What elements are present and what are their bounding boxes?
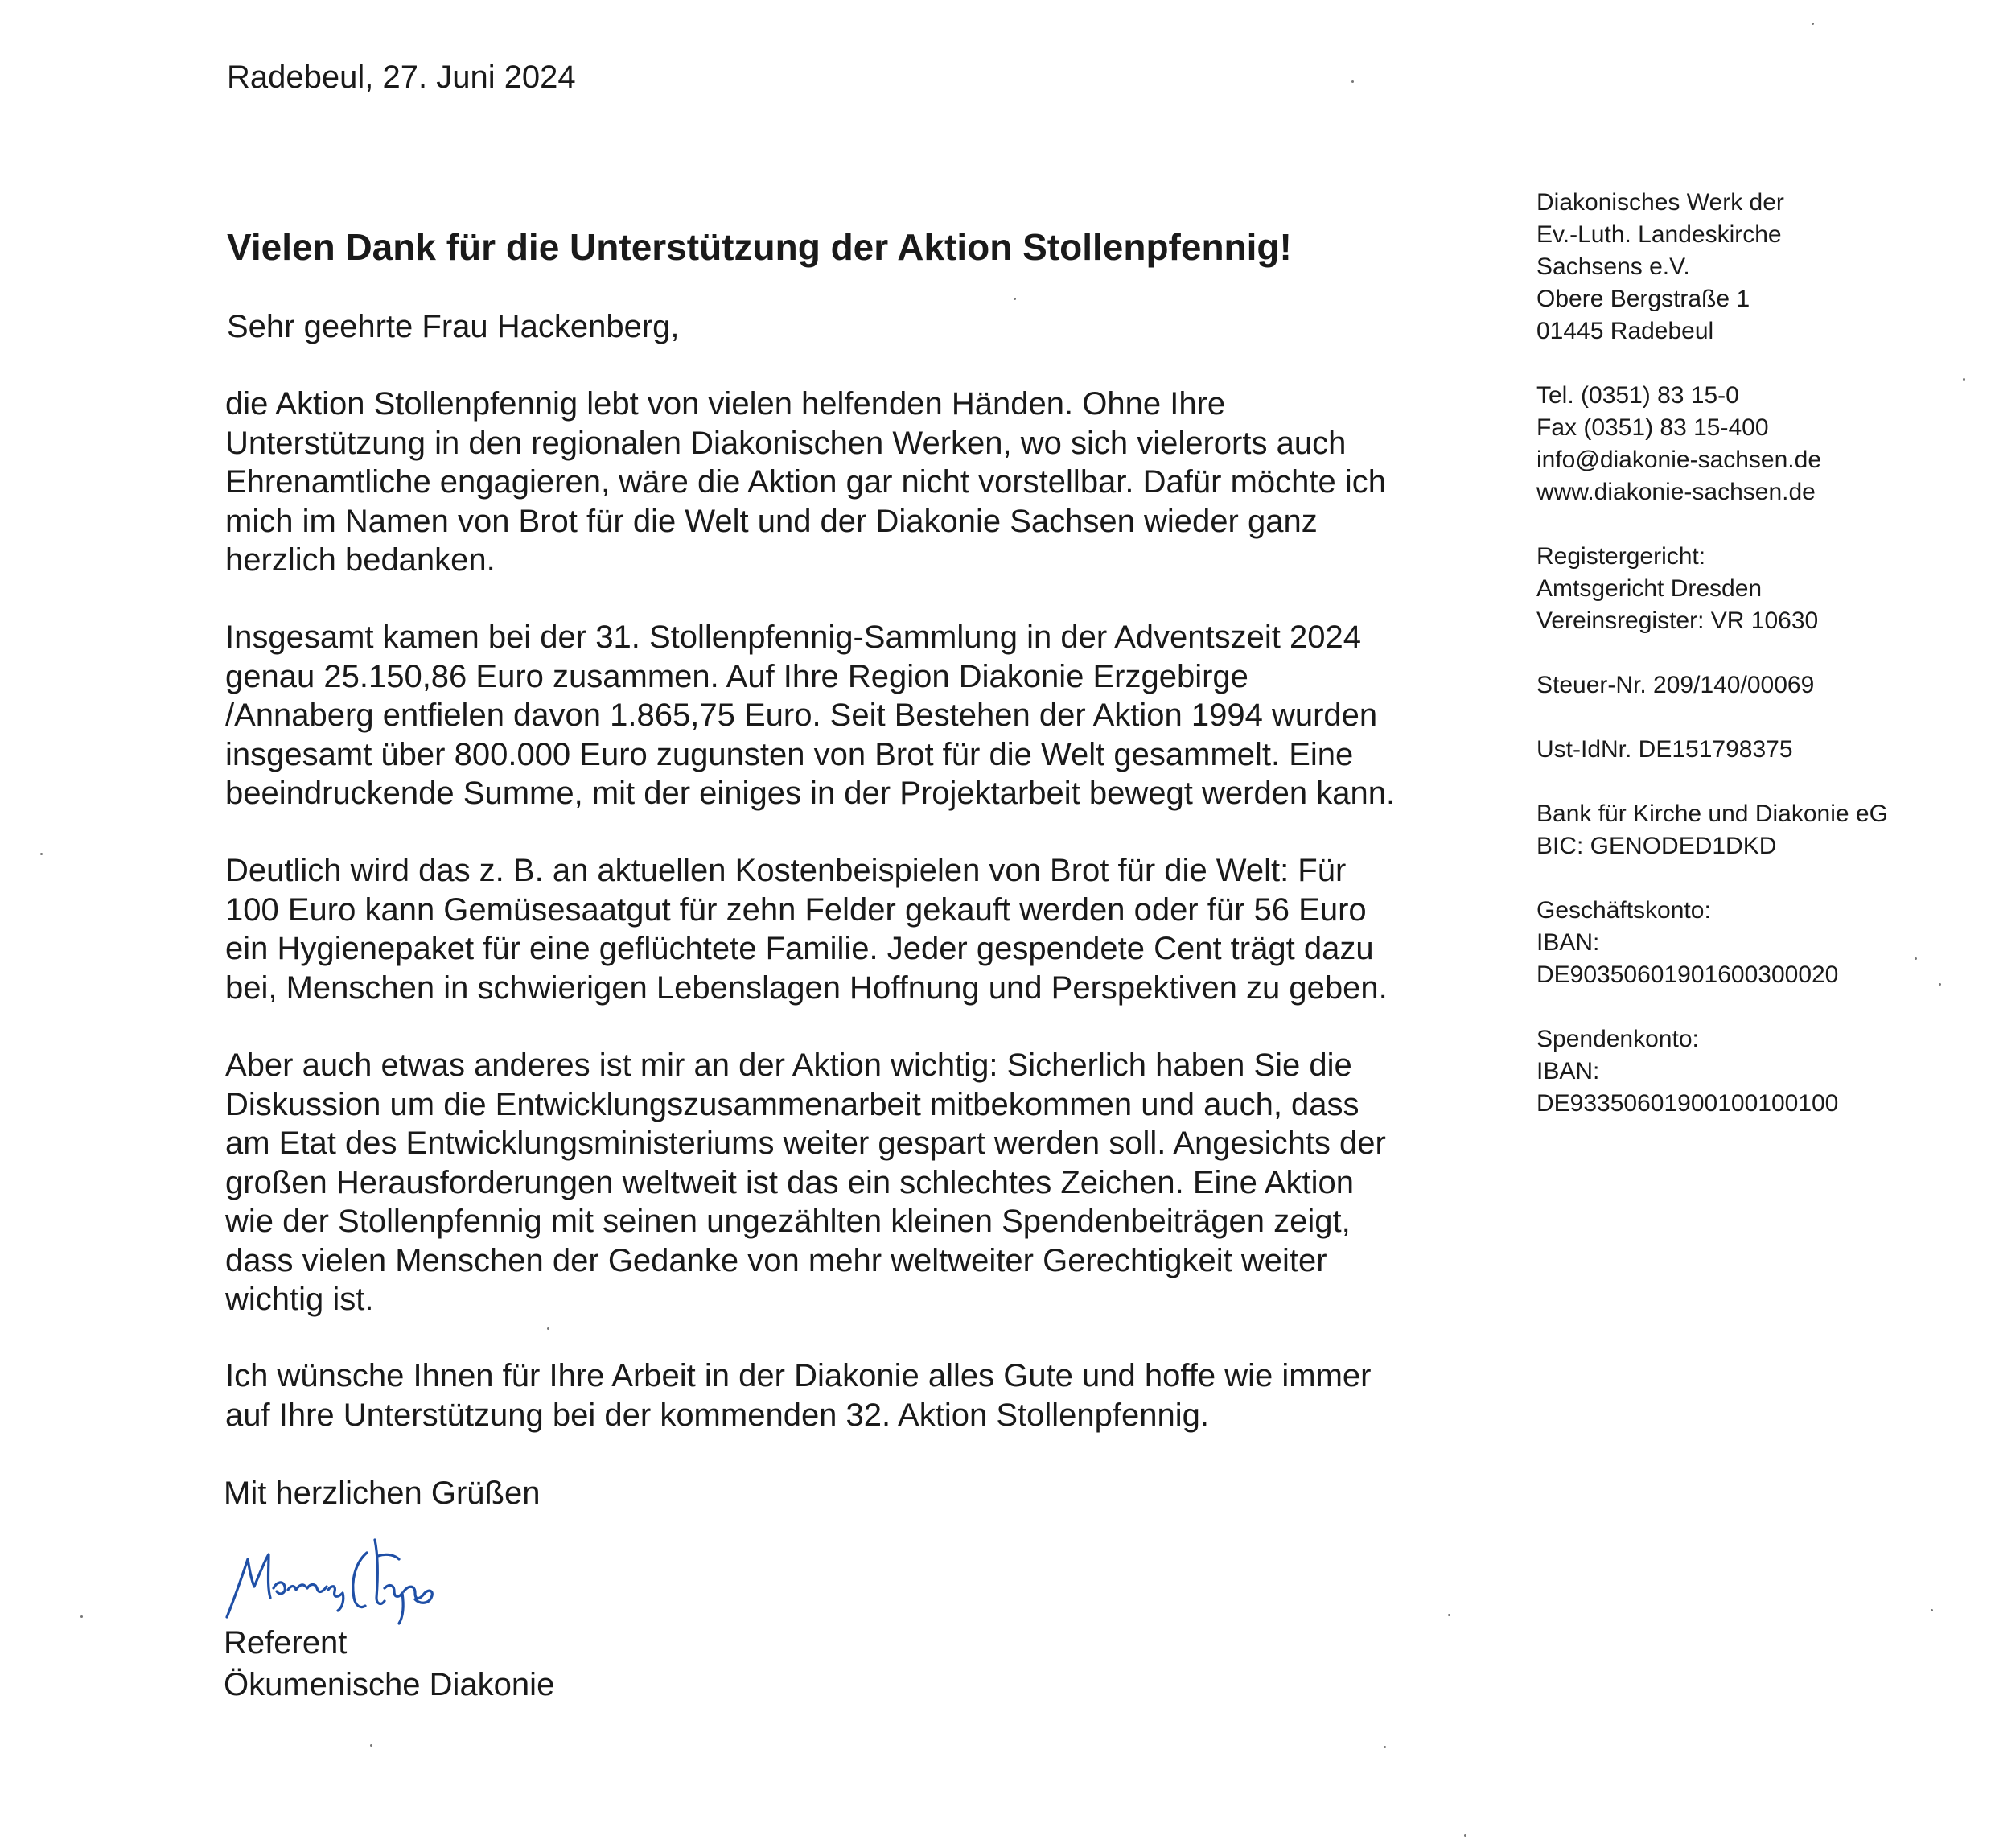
body-line: Ehrenamtliche engagieren, wäre die Aktion gar nicht vorstellbar. Dafür möchte ich <box>225 464 1386 500</box>
paragraph-1 <box>225 385 1480 580</box>
sidebar-line: Tel. (0351) 83 15-0 <box>1536 382 1739 409</box>
sidebar-line: DE90350601901600300020 <box>1536 961 1839 988</box>
body-line: mich im Namen von Brot für die Welt und der Diakonie Sachsen wieder ganz <box>225 503 1318 539</box>
sidebar-line: 01445 Radebeul <box>1536 318 1714 344</box>
scan-speck <box>1464 1834 1466 1837</box>
sidebar-line: Steuer-Nr. 209/140/00069 <box>1536 672 1815 698</box>
sidebar-line: Bank für Kirche und Diakonie eG <box>1536 801 1888 827</box>
body-line: Aber auch etwas anderes ist mir an der Aktion wichtig: Sicherlich haben Sie die <box>225 1047 1352 1083</box>
body-line: beeindruckende Summe, mit der einiges in der Projektarbeit bewegt werden kann. <box>225 776 1396 811</box>
body-line: herzlich bedanken. <box>225 542 496 578</box>
scan-speck <box>40 853 43 855</box>
body-line: die Aktion Stollenpfennig lebt von vielen helfenden Händen. Ohne Ihre <box>225 386 1226 422</box>
paragraph-3 <box>225 851 1480 1007</box>
body-line: bei, Menschen in schwierigen Lebenslagen Hoffnung und Perspektiven zu geben. <box>225 969 1388 1006</box>
scan-speck <box>1915 957 1917 960</box>
sidebar-tax-number <box>1536 669 1955 702</box>
sidebar-line: www.diakonie-sachsen.de <box>1536 479 1816 505</box>
sidebar-line: Ev.-Luth. Landeskirche <box>1536 221 1782 248</box>
body-line: auf Ihre Unterstützung bei der kommenden 32. Aktion Stollenpfennig. <box>225 1397 1209 1433</box>
body-line: Deutlich wird das z. B. an aktuellen Kostenbeispielen von Brot für die Welt: Für <box>225 853 1347 888</box>
letter-date: Radebeul, 27. Juni 2024 <box>227 60 576 95</box>
body-line: ein Hygienepaket für eine geflüchtete Familie. Jeder gespendete Cent trägt dazu <box>225 931 1374 966</box>
scan-speck <box>547 1327 549 1330</box>
sidebar-line: Fax (0351) 83 15-400 <box>1536 414 1769 441</box>
body-line: Ich wünsche Ihnen für Ihre Arbeit in der Diakonie alles Gute und hoffe wie immer <box>225 1358 1372 1393</box>
sidebar-line: IBAN: <box>1536 1058 1600 1085</box>
sidebar-line: Vereinsregister: VR 10630 <box>1536 607 1819 634</box>
body-line: wichtig ist. <box>225 1282 374 1317</box>
scan-speck <box>1014 298 1016 300</box>
scan-speck <box>1448 1614 1450 1616</box>
body-line: Insgesamt kamen bei der 31. Stollenpfennig-Sammlung in der Adventszeit 2024 <box>225 619 1361 655</box>
body-line: Unterstützung in den regionalen Diakonischen Werken, wo sich vielerorts auch <box>225 425 1347 461</box>
scan-speck <box>80 1615 83 1618</box>
body-line: großen Herausforderungen weltweit ist das ein schlechtes Zeichen. Eine Aktion <box>225 1164 1354 1200</box>
body-line: genau 25.150,86 Euro zusammen. Auf Ihre Region Diakonie Erzgebirge <box>225 658 1248 694</box>
body-line: dass vielen Menschen der Gedanke von mehr weltweiter Gerechtigkeit weiter <box>225 1242 1327 1278</box>
sidebar-donation-account <box>1536 1023 1955 1120</box>
sidebar-line: Ust-IdNr. DE151798375 <box>1536 736 1793 763</box>
body-line: 100 Euro kann Gemüsesaatgut für zehn Felder gekauft werden oder für 56 Euro <box>225 891 1367 928</box>
sidebar-line: Amtsgericht Dresden <box>1536 575 1763 602</box>
scan-speck <box>1939 983 1941 986</box>
scan-speck <box>1384 1746 1386 1748</box>
sidebar-line: info@diakonie-sachsen.de <box>1536 447 1822 473</box>
sidebar-line: BIC: GENODED1DKD <box>1536 833 1777 859</box>
sidebar-line: Geschäftskonto: <box>1536 897 1711 924</box>
paragraph-4 <box>225 1046 1480 1319</box>
letter-salutation: Sehr geehrte Frau Hackenberg, <box>227 309 680 344</box>
letter-subject: Vielen Dank für die Unterstützung der Aktion Stollenpfennig! <box>227 226 1292 268</box>
scan-speck <box>1812 23 1814 25</box>
sidebar-line: Obere Bergstraße 1 <box>1536 286 1750 312</box>
signer-role: Referent <box>224 1625 348 1661</box>
scan-speck <box>1931 1609 1933 1611</box>
body-line: am Etat des Entwicklungsministeriums weiter gespart werden soll. Angesichts der <box>225 1126 1386 1161</box>
sidebar-line: Sachsens e.V. <box>1536 253 1690 280</box>
body-line: wie der Stollenpfennig mit seinen ungezählten kleinen Spendenbeiträgen zeigt, <box>225 1204 1351 1239</box>
paragraph-5 <box>225 1356 1480 1434</box>
sidebar-line: Spendenkonto: <box>1536 1026 1699 1052</box>
paragraph-2 <box>225 618 1480 813</box>
body-line: Diskussion um die Entwicklungszusammenarbeit mitbekommen und auch, dass <box>225 1086 1359 1122</box>
signer-department: Ökumenische Diakonie <box>224 1667 555 1702</box>
sidebar-line: Diakonisches Werk der <box>1536 189 1784 216</box>
sidebar-business-account <box>1536 895 1955 991</box>
sidebar-contact <box>1536 380 1955 508</box>
sidebar-bank <box>1536 798 1955 862</box>
letter-closing: Mit herzlichen Grüßen <box>224 1476 541 1511</box>
body-line: /Annaberg entfielen davon 1.865,75 Euro. Seit Bestehen der Aktion 1994 wurden <box>225 698 1378 733</box>
sidebar-line: IBAN: <box>1536 929 1600 956</box>
sidebar-address <box>1536 187 1955 348</box>
scan-speck <box>370 1744 372 1747</box>
sidebar-line: Registergericht: <box>1536 543 1706 570</box>
signer-block <box>224 1622 554 1706</box>
sidebar-register <box>1536 541 1955 637</box>
sidebar-line: DE93350601900100100100 <box>1536 1090 1839 1117</box>
scan-speck <box>1963 378 1965 381</box>
scan-speck <box>1351 80 1354 83</box>
sidebar-vat-id <box>1536 734 1955 766</box>
body-line: insgesamt über 800.000 Euro zugunsten von Brot für die Welt gesammelt. Eine <box>225 736 1354 772</box>
